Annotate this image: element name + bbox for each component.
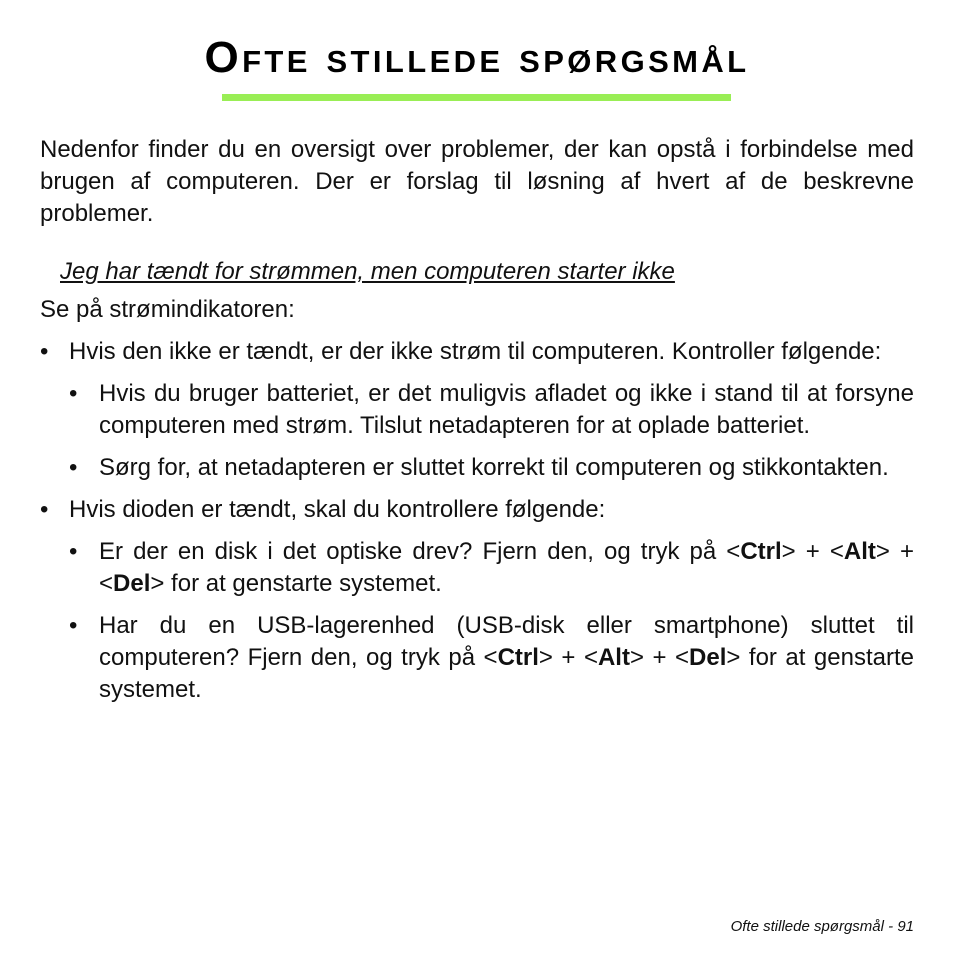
- key-alt: Alt: [597, 644, 630, 671]
- section-heading: Jeg har tændt for strømmen, men computeren starter ikke: [60, 258, 675, 285]
- page-title: Ofte stillede spørgsmål: [204, 33, 750, 82]
- bullet: •: [69, 380, 78, 407]
- sub-list-item-text: Har du en USB-lagerenhed (USB-disk eller smartphone) sluttet til computeren? Fjern den, og tryk på <Ctrl> + <Alt> + <Del> for at genstarte systemet.: [99, 612, 915, 703]
- sub-list-item: [69, 378, 914, 442]
- key-ctrl: Ctrl: [740, 538, 782, 565]
- key-alt: Alt: [843, 538, 876, 565]
- bullet: •: [69, 538, 78, 565]
- sub-list-item-text: Er der en disk i det optiske drev? Fjern den, og tryk på <Ctrl> + <Alt> + <Del> for at genstarte systemet.: [99, 538, 915, 597]
- key-del: Del: [113, 570, 151, 597]
- list-item: [40, 336, 914, 484]
- title-underline: [222, 94, 731, 101]
- sub-list-item: [69, 610, 914, 706]
- sub-list-item: [69, 536, 914, 600]
- sub-list-item: [69, 452, 914, 484]
- bullet: •: [40, 338, 49, 365]
- list-item-text: Hvis den ikke er tændt, er der ikke strøm til computeren. Kontroller følgende:: [69, 338, 882, 365]
- footer-label: Ofte stillede spørgsmål -: [730, 918, 898, 935]
- bullet: •: [40, 496, 49, 523]
- bullet: •: [69, 612, 78, 639]
- page-footer: [731, 917, 914, 937]
- page-number: 91: [897, 918, 914, 935]
- sub-list: [69, 536, 914, 706]
- sub-list-item-text: Hvis du bruger batteriet, er det muligvis afladet og ikke i stand til at forsyne computeren med strøm. Tilslut netadapteren for at oplade batteriet.: [99, 380, 914, 439]
- sub-list-item-text: Sørg for, at netadapteren er sluttet korrekt til computeren og stikkontakten.: [99, 454, 889, 481]
- problem-list: [40, 336, 914, 706]
- list-item: [40, 494, 914, 706]
- list-item-text: Hvis dioden er tændt, skal du kontrollere følgende:: [69, 496, 606, 523]
- bullet: •: [69, 454, 78, 481]
- key-ctrl: Ctrl: [497, 644, 539, 671]
- intro-paragraph: Nedenfor finder du en oversigt over problemer, der kan opstå i forbindelse med brugen af computeren. Der er forslag til løsning af hvert af de beskrevne problemer.: [40, 136, 914, 227]
- page-body: [40, 134, 914, 706]
- sub-list: [69, 378, 914, 484]
- key-del: Del: [689, 644, 727, 671]
- section-lead: Se på strømindikatoren:: [40, 296, 295, 323]
